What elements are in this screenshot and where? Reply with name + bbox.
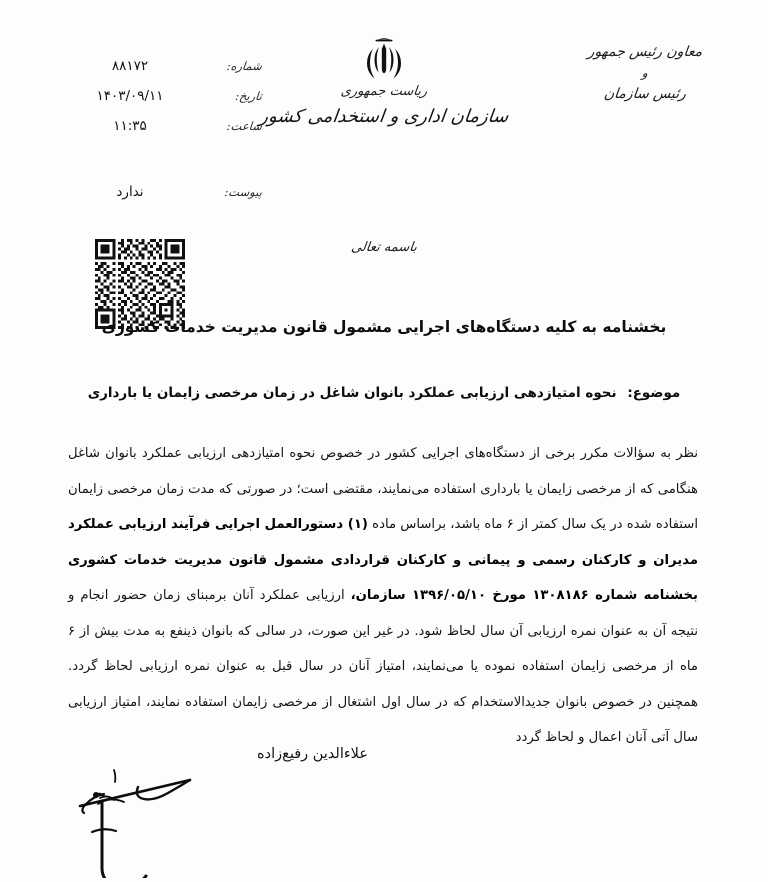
meta-label-date: تاریخ:: [234, 89, 263, 103]
signatory-title-block: [560, 44, 730, 102]
document-body: [68, 436, 698, 756]
iran-national-emblem-icon: [358, 34, 410, 80]
meta-value-time: ۱۱:۳۵: [113, 118, 147, 134]
meta-row-attachment: [62, 184, 262, 214]
subject-text: نحوه امتیازدهی ارزیابی عملکرد بانوان شاغل در زمان مرخصی زایمان یا بارداری: [87, 385, 617, 401]
meta-label-attachment: پیوست:: [223, 185, 263, 199]
body-segment-regulation-reference: (۱) دستورالعمل اجرایی فرآیند ارزیابی عملکرد مدیران و کارکنان رسمی و پیمانی و کارکنان قراردادی مشمول قانون مدیریت خدمات کشوری بخشنامه شماره ۱۳۰۸۱۸۶ مورخ ۱۳۹۶/۰۵/۱۰ سازمان،: [68, 517, 698, 603]
letterhead-header: [0, 30, 768, 200]
body-segment-conclusion: ارزیابی عملکرد آنان برمبنای زمان حضور انجام و نتیجه آن به عنوان نمره ارزیابی آن سال لحاظ شود. در غیر این صورت، در سالی که بانوان ذینفع به مدت بیش از ۶ ماه از مرخصی زایمان استفاده نموده یا می‌نمایند، امتیاز آنان در سال قبل به عنوان نمره ارزیابی لحاظ گردد. همچنین در خصوص بانوان جدیدالاستخدام که در سال اول اشتغال از مرخصی زایمان استفاده نمایند، امتیاز ارزیابی سال آتی آنان اعمال و لحاظ گردد: [68, 588, 698, 745]
signatory-title-vice-president: معاون رئیس جمهور: [586, 44, 704, 60]
invocation-text: باسمه تعالی: [350, 240, 418, 255]
document-subject: [0, 385, 768, 401]
signatory-title-head-of-organization: رئیس سازمان: [603, 86, 687, 102]
meta-value-date: ۱۴۰۳/۰۹/۱۱: [96, 88, 164, 104]
meta-value-attachment: ندارد: [116, 184, 144, 200]
organization-title-main: سازمان اداری و استخدامی کشور: [258, 106, 510, 127]
subject-label: موضوع:: [627, 385, 681, 401]
meta-row-spacer: [62, 148, 262, 184]
meta-value-number: ۸۸۱۷۲: [111, 58, 149, 74]
body-paragraph: [68, 436, 698, 756]
page-title: بخشنامه به کلیه دستگاه‌های اجرایی مشمول قانون مدیریت خدمات کشوری: [101, 318, 667, 336]
signature-block: [78, 736, 378, 876]
organization-title-presidency: ریاست جمهوری: [339, 84, 429, 99]
handwritten-signature-icon: [72, 748, 372, 878]
meta-label-time: ساعت:: [226, 119, 263, 133]
signatory-title-conjunction: و: [641, 66, 649, 80]
meta-label-number: شماره:: [226, 59, 263, 73]
body-segment-intro: نظر به سؤالات مکرر برخی از دستگاه‌های اجرایی کشور در خصوص نحوه امتیازدهی ارزیابی عملکرد بانوان شاغل هنگامی که از مرخصی زایمان یا بارداری استفاده می‌نمایند، مقتضی است؛ در صورتی که مدت زمان مرخصی زایمان استفاده شده در یک سال کمتر از ۶ ماه باشد، براساس ماده: [68, 446, 698, 532]
signatory-name: علاءالدین رفیع‌زاده: [257, 746, 368, 762]
